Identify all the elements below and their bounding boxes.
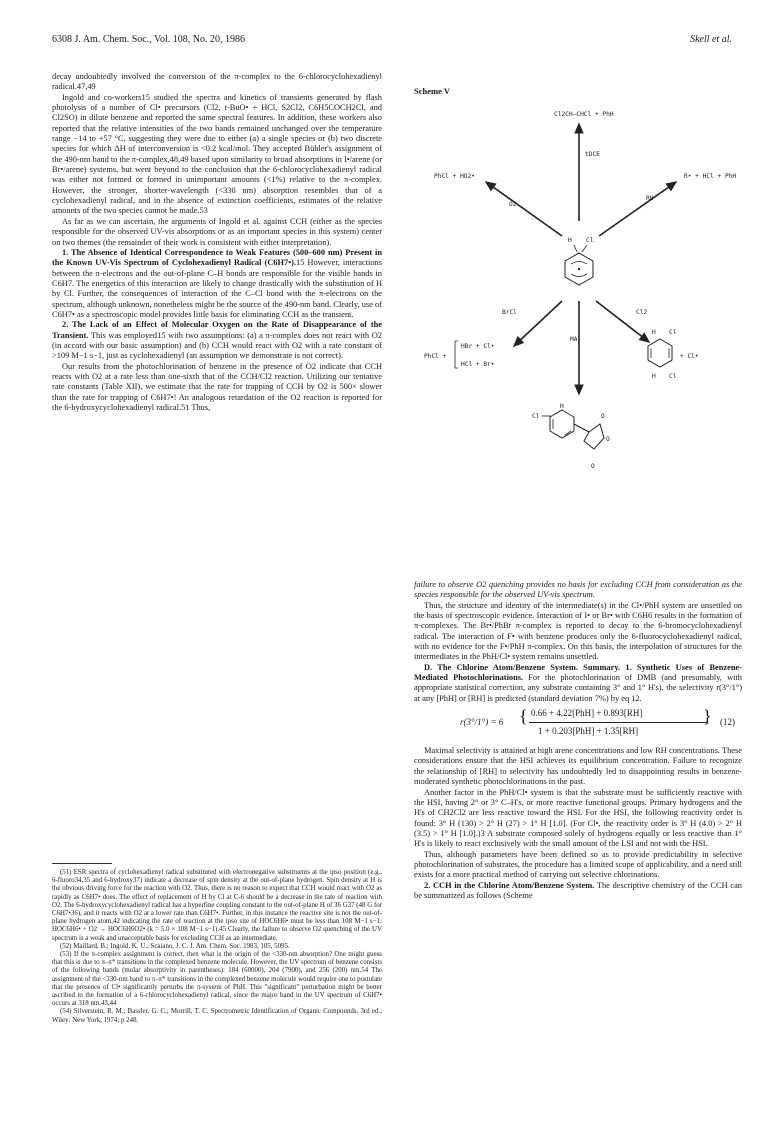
- equation-lhs: r(3°/1°) = 6: [460, 717, 504, 728]
- paragraph: As far as we can ascertain, the arguments of Ingold et al. against CCH (either as the species responsible for the observed UV-vis absorptions or as an important species in this system) center on two themes (the remainder of their work is consistent with either interpretation).: [52, 216, 382, 247]
- scheme-right-h1: H: [652, 329, 656, 336]
- scheme-plus-cl: + Cl•: [680, 353, 699, 360]
- scheme-hbr-cl: HBr + Cl•: [461, 343, 495, 350]
- scheme-o-bottom: O: [591, 463, 595, 470]
- scheme-top-label: Cl2CH–CHCl + PhH: [554, 111, 614, 118]
- equation-numerator: 0.66 + 4.22[PhH] + 0.893[RH]: [531, 708, 643, 719]
- paragraph: decay undoubtedly involved the conversion of the π-complex to the 6-chlorocyclohexadienyl radical.47,49: [52, 72, 382, 92]
- section-paragraph: [52, 248, 382, 320]
- section-heading: 2. The Lack of an Effect of Molecular Oxygen on the Rate of Disappearance of the Transient.: [52, 320, 382, 340]
- section-heading: 2. CCH in the Chlorine Atom/Benzene System.: [424, 880, 595, 890]
- scheme-center-h: H: [568, 237, 572, 244]
- brace-right: }: [703, 706, 712, 727]
- section-heading: D. The Chlorine Atom/Benzene System. Summary. 1. Synthetic Uses of Benzene-Mediated Photochlorinations.: [414, 662, 742, 683]
- arrow-upper-left: [486, 182, 562, 236]
- section-paragraph: [414, 881, 742, 902]
- equation-number: (12): [720, 717, 735, 728]
- scheme-tdce-label: tDCE: [585, 151, 600, 158]
- scheme-left-top: PhCl + HO2•: [434, 173, 475, 180]
- paragraph-text: 15 However, interactions between the π-electrons and the out-of-plane C–H bonds are responsible for the visible bands in C6H7. The energetics of this interaction are likely to change drastically with the substitution of H by Cl. Further, the consequences of interaction of the C–Cl bond with the π-electrons on the spectrum, although unknown, nonetheless might be the source of the 490-nm band. Clearly, use of C6H7• as a spectroscopic model provides little basis for eliminating CCH as the transient.: [52, 258, 382, 319]
- scheme-bottom-cl: Cl: [532, 413, 540, 420]
- footnote-rule: [52, 863, 112, 864]
- paragraph: Thus, although parameters have been defined so as to provide predictability in selective photochlorination of substrates, the procedure has a limited scope of applicability, and a need still exists for a more practical method of carrying out selective chlorinations.: [414, 849, 742, 880]
- scheme-right-h2: H: [652, 373, 656, 380]
- scheme-right-top: R• + HCl + PhH: [684, 173, 737, 180]
- brace-left: {: [519, 706, 528, 727]
- scheme-phcl-plus: PhCl +: [424, 353, 447, 360]
- section-paragraph: [52, 320, 382, 361]
- scheme-ma-label: MA: [570, 336, 578, 343]
- left-column: [52, 72, 382, 413]
- arrow-lower-left: [514, 301, 562, 346]
- scheme-rh-label: RH: [646, 195, 654, 202]
- footnotes: [52, 869, 382, 1025]
- arrow-upper-right: [599, 182, 676, 236]
- scheme-hcl-br: HCl + Br•: [461, 361, 495, 368]
- journal-citation: 6308 J. Am. Chem. Soc., Vol. 108, No. 20, 1986: [52, 34, 245, 45]
- footnote: (51) ESR spectra of cyclohexadienyl radical substituted with electronegative substituents at the ipso position (e.g., 6-fluoro34,35 and 6-hydroxy37) indicate a decrease of spin density at the out-of-plane hydrogen. Spin density at H is the obvious driving force for the reaction with O2. Thus, there is no reason to expect that CCH would react with O2 as rapidly as C6H7• does. The effect of replacement of H by Cl at C-6 should be a decrease in the rate of reaction with O2. The 6-hydroxycyclohexadienyl radical has a hyperfine coupling constant to the out-of-plane H of 36 G37 (48 G for C6H7•36), and it reacts with O2 at a lower rate than C6H7•. Further, in this instance the reactive site is not the out-of-plane hydrogen atom,42 indicating the rate of reaction at the ipso site of HOC6H6• must be less than 108 M−1 s−1: HOC6H6• + O2 → HOC6H6O2• (k = 5.0 × 108 M−1 s−1).45 Clearly, the failure to observe O2 quenching of the UV spectrum is a weak and unacceptable basis for excluding CCH as an intermediate.: [52, 869, 382, 942]
- scheme-right-cl1: Cl: [669, 329, 677, 336]
- reaction-scheme: [414, 96, 744, 566]
- paragraph-text: This was employed15 with two assumptions: (a) a π-complex does not react with O2 (in accord with our basic assumption) and (b) CCH would react with O2 with a rate constant of >109 M−1 s−1, just as cyclohexadienyl (an assumption we demonstrate is not correct).: [52, 330, 382, 361]
- paragraph: failure to observe O2 quenching provides no basis for excluding CCH from consideration as the species responsible for the observed UV-vis spectrum.: [414, 580, 742, 600]
- scheme-title: Scheme V: [414, 86, 450, 96]
- dichloro-ring: [648, 339, 672, 367]
- anhydride-ring: [584, 424, 604, 449]
- fraction-bar: [529, 722, 707, 723]
- paragraph: Ingold and co-workers15 studied the spectra and kinetics of transients generated by flash photolysis of a number of Cl• precursors (Cl2, t-BuO• + HCl, S2Cl2, C6H5COCH2Cl, and Cl2SO) in dilute benzene and reported the same spectral features. In addition, these workers also reported that the relative intensities of the two bands remained unchanged over the temperature range −14 to +57 °C, suggesting they were due to either (a) a single species or (b) two discrete species for which ΔH of interconversion is <0.2 kcal/mol. They accepted Bühler's assignment of the 490-nm band to the π-complex,48,49 based upon similarity to broad absorptions in I•/arene (or Br•/arene) systems, but went beyond to the conclusion that the 6-chlorocyclohexadienyl radical was either not formed or formed in unimportant amounts (<1%) relative to the π-complex. However, the stronger, shorter-wavelength (<330 nm) absorption resembles that of a cyclohexadienyl radical, and in the absence of extinction coefficients, estimates of the relative amounts of the two species cannot be made.53: [52, 92, 382, 216]
- scheme-o-top: O: [601, 413, 605, 420]
- arrow-lower-right: [596, 301, 649, 342]
- equation-denominator: 1 + 0.203[PhH] + 1.35[RH]: [538, 726, 639, 737]
- scheme-bottom-h: H: [560, 403, 564, 410]
- paragraph: Maximal selectivity is attained at high arene concentrations and low RH concentrations. These considerations ensure that the HSI achieves its equilibrium concentration. Failure to recognize the relationship of [RH] to selectivity has undoubtedly led to disappointing results in benzene-moderated synthetic photochlorinations in the past.: [414, 746, 742, 787]
- scheme-brcl-label: BrCl: [502, 309, 517, 316]
- equation-12: [414, 705, 742, 745]
- scheme-cl2-label: Cl2: [636, 309, 648, 316]
- section-heading: 1. The Absence of Identical Correspondence to Weak Features (500–600 nm) Present in the Known UV-Vis Spectrum of Cyclohexadienyl Radical (C6H7•).: [52, 247, 382, 268]
- scheme-right-cl2: Cl: [669, 373, 677, 380]
- scheme-o-ring: O: [606, 436, 610, 443]
- paragraph: Thus, the structure and identity of the intermediate(s) in the Cl•/PhH system are unsettled on the basis of spectroscopic evidence. Interaction of I• or Br• with C6H6 results in the formation of π-complexes. The Br•/PhBr π-complex is reported to decay to the 6-bromocyclohexadienyl radical. The interaction of F• with benzene produces only the 6-fluorocyclohexadienyl radical, with no evidence for the F•/PhH π-complex. On this basis, the interpolation of structures for the intermediates in the PhH/Cl• system remains unsettled.: [414, 600, 742, 662]
- paragraph: Another factor in the PhH/Cl• system is that the substrate must be sufficiently reactive with the HSI, having 2° or 3° C–H's, or more reactive functional groups. Primary hydrogens and the H's of CH2Cl2 are less reactive toward the HSI. For the HSI, the following reactivity order is found: 3° H (130) > 2° H (27) > 1° H [1.0]. (For Cl•, the reactivity order is 3° H (4.0) > 2° H (3.5) > 1° H [1.0].)3 A substrate composed solely of hydrogens equally or less reactive than 1° H's is likely to react exclusively with the small amount of the LSI and not with the HSI.: [414, 787, 742, 849]
- scheme-o2-label: O2: [509, 201, 517, 208]
- footnote: (52) Maillard, B.; Ingold, K. U.; Scaiano, J. C. J. Am. Chem. Soc. 1983, 105, 5095.: [60, 942, 290, 950]
- author-running-head: Skell et al.: [690, 34, 732, 45]
- section-paragraph: [414, 663, 742, 704]
- footnote: (53) If the π-complex assignment is correct, then what is the origin of the <330-nm absorption? One might guess that this is due to π–π* transitions in the complexed benzene molecule. However, the UV spectrum of benzene consists of the following bands (molar absorptivity in parentheses): 184 (60000), 204 (7900), and 256 (200) nm.54 The assignment of the <330-nm band to π–π* transitions in the complexed benzene molecule would require one to postulate that the presence of Cl• significantly perturbs the π-system of PhH. This "significant" perturbation might be better ascribed to the formation of a 6-chlorocyclohexadienyl radical, since the major band in the UV spectrum of C6H7• occurs at 318 nm.43,44: [52, 951, 382, 1008]
- paragraph-text: For the photochlorination of DMB (and presumably, with appropriate statistical correction, any substrate containing 3° and 1° H's), the selectivity r(3°/1°) at any [PhH] or [RH] is predicted (standard deviation 7%) by eq 12.: [414, 673, 742, 703]
- footnote: (54) Silverstein, R. M.; Bassler, G. C.; Morrill, T. C. Spectrometric Identification of Organic Compounds, 3rd ed.; Wiley: New York, 1974; p 248.: [52, 1008, 382, 1024]
- paragraph-text: The descriptive chemistry of the CCH can be summarized as follows (Scheme: [414, 880, 742, 900]
- adduct-ring: [550, 410, 574, 438]
- scheme-center-cl: Cl: [586, 237, 594, 244]
- paragraph: Our results from the photochlorination of benzene in the presence of O2 indicate that CCH reacts with O2 at a rate less than one-sixth that of the CCH/Cl2 reaction. Utilizing our tentative rate constants (Table XII), we estimate that the rate for trapping of CCH by O2 is 500× slower than the rate for trapping of C6H7•! An analogous retardation of the O2 reaction is reported for the 6-hydroxycyclohexadienyl radical.51 Thus,: [52, 361, 382, 412]
- running-header: [52, 34, 732, 48]
